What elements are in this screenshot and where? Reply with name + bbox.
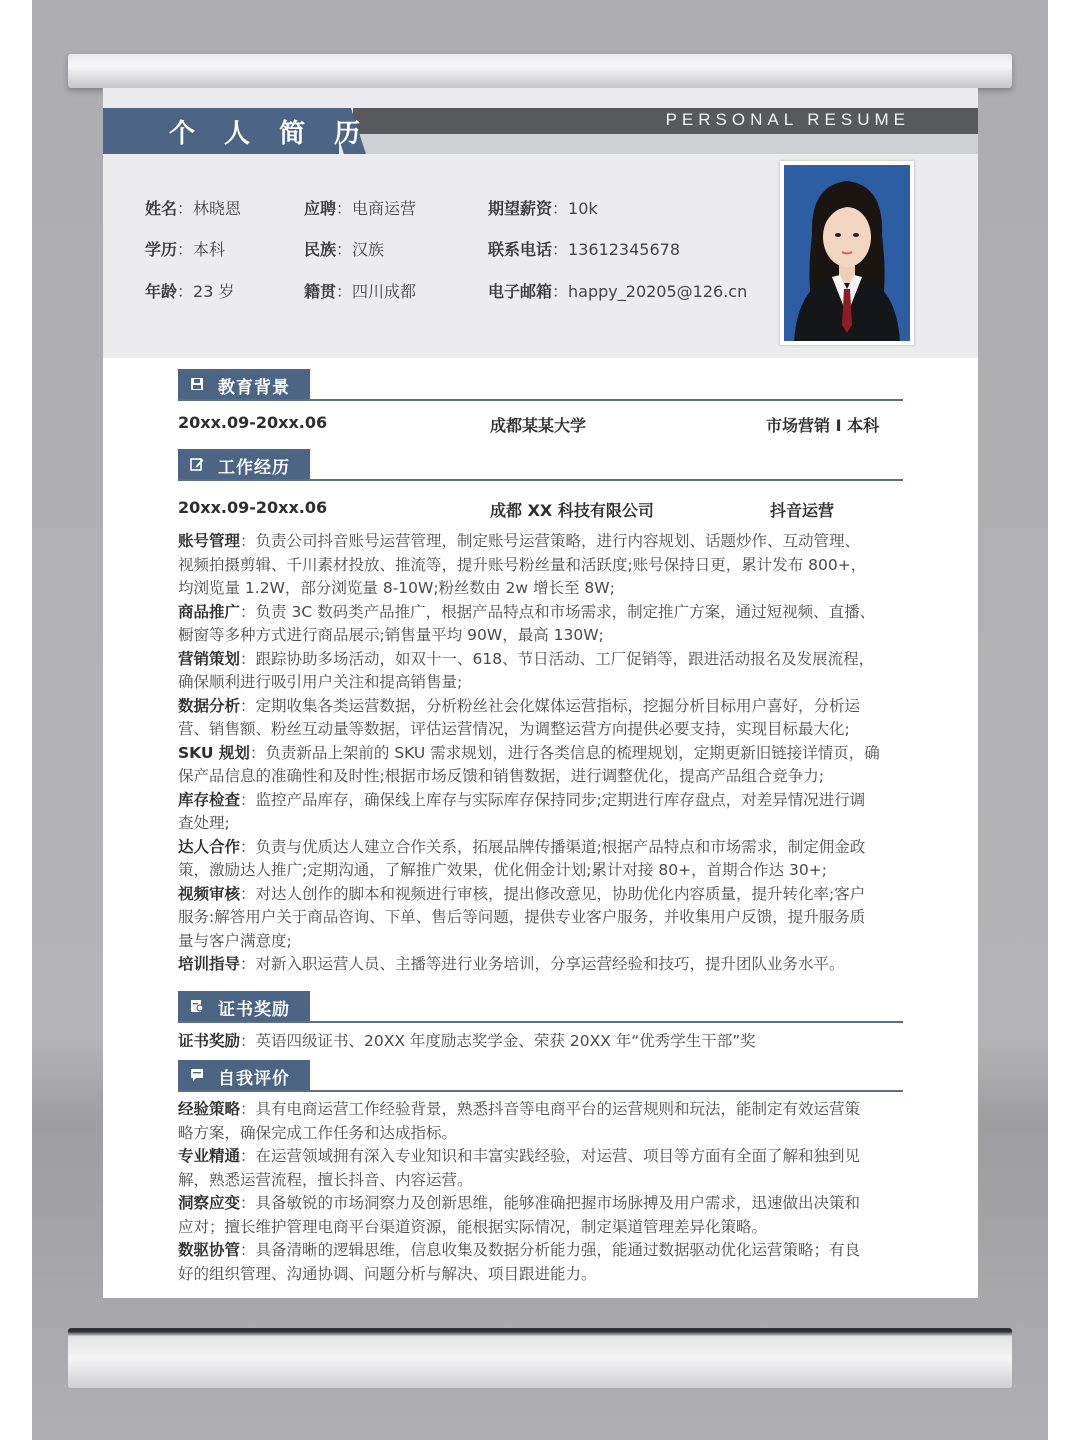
info-job: 应聘：电商运营 [304, 199, 417, 218]
scroll-rod-top [68, 54, 1012, 88]
duty-item: 账号管理：负责公司抖音账号运营管理，制定账号运营策略，进行内容规划、话题炒作、互动管理、 视频拍摄剪辑、千川素材投放、推流等，提升账号粉丝量和活跃度;账号保持日更，累计发布 800+， 均浏览量 1.2W，部分浏览量 8-10W;粉丝数由 2w 增长至 8W; [178, 532, 867, 597]
section-tag-education [178, 369, 310, 399]
duty-item: 视频审核：对达人创作的脚本和视频进行审核，提出修改意见，协助优化内容质量，提升转化率;客户 服务:解答用户关于商品咨询、下单、售后等问题，提供专业客户服务，并收集用户反馈，提升服务质 量与客户满意度; [178, 884, 866, 950]
info-ethnic: 民族：汉族 [304, 240, 385, 259]
page-title-en: PERSONAL RESUME [665, 110, 910, 129]
certificate-icon [190, 999, 204, 1013]
work-duties [178, 530, 906, 977]
info-age: 年龄：23 岁 [145, 282, 235, 301]
work-position: 抖音运营 [770, 501, 835, 520]
work-period: 20xx.09-20xx.06 [178, 498, 328, 517]
resume-page [103, 88, 978, 1298]
profile-photo [780, 161, 914, 345]
comment-icon [190, 1068, 204, 1082]
edit-icon [190, 457, 204, 471]
scroll-rod-bottom [68, 1328, 1012, 1388]
save-icon [190, 377, 204, 391]
self-item: 洞察应变：具备敏锐的市场洞察力及创新思维，能够准确把握市场脉搏及用户需求，迅速做出决策和 应对；擅长维护管理电商平台渠道资源，能根据实际情况，制定渠道管理差异化策略。 [178, 1194, 861, 1236]
edu-major: 市场营销 Ι 本科 [766, 416, 880, 435]
duty-item: 达人合作：负责与优质达人建立合作关系，拓展品牌传播渠道;根据产品特点和市场需求，制定佣金政 策，激励达人推广;定期沟通，了解推广效果，优化佣金计划;累计对接 80+，首期合作达 30+; [178, 837, 866, 879]
portrait-image [784, 165, 910, 341]
self-item: 经验策略：具有电商运营工作经验背景，熟悉抖音等电商平台的运营规则和玩法，能制定有效运营策 略方案，确保完成工作任务和达成指标。 [178, 1100, 861, 1142]
section-tag-work [178, 449, 310, 479]
info-origin: 籍贯：四川成都 [304, 282, 417, 301]
section-title-certs: 证书奖励 [218, 1000, 290, 1020]
info-email: 电子邮箱：happy_20205@126.cn [488, 282, 748, 301]
section-self [178, 1060, 903, 1092]
section-tag-certs [178, 991, 310, 1021]
info-salary: 期望薪资：10k [488, 199, 598, 218]
duty-item: 商品推广：负责 3C 数码类产品推广，根据产品特点和市场需求，制定推广方案，通过短视频、直播、 橱窗等多种方式进行商品展示;销售量平均 90W，最高 130W; [178, 602, 876, 644]
title-bar-shade [343, 134, 978, 154]
page-title: 个 人 简 历 [169, 119, 371, 149]
duty-item: 数据分析：定期收集各类运营数据，分析粉丝社会化媒体运营指标，挖掘分析目标用户喜好，分析运 营、销售额、粉丝互动量等数据，评估运营情况，为调整运营方向提供必要支持，实现目标最大化; [178, 696, 861, 738]
info-name: 姓名：林晓恩 [145, 199, 242, 218]
certs-text: 证书奖励：英语四级证书、20XX 年度励志奖学金、荣获 20XX 年“优秀学生干部”奖 [178, 1032, 756, 1050]
duty-item: 库存检查：监控产品库存，确保线上库存与实际库存保持同步;定期进行库存盘点，对差异情况进行调 查处理; [178, 790, 866, 832]
self-item: 专业精通：在运营领域拥有深入专业知识和丰富实践经验，对运营、项目等方面有全面了解和独到见 解，熟悉运营流程，擅长抖音、内容运营。 [178, 1147, 861, 1189]
section-education [178, 369, 903, 401]
section-title-self: 自我评价 [218, 1069, 290, 1089]
edu-period: 20xx.09-20xx.06 [178, 413, 328, 432]
info-education: 学历：本科 [145, 240, 226, 259]
section-title-work: 工作经历 [218, 458, 290, 478]
duty-item: SKU 规划：负责新品上架前的 SKU 需求规划，进行各类信息的梳理规划，定期更新旧链接详情页，确 保产品信息的准确性和及时性;根据市场反馈和销售数据，进行调整优化，提高产品组合竞争力; [178, 743, 880, 785]
self-item: 数驱协管：具备清晰的逻辑思维，信息收集及数据分析能力强，能通过数据驱动优化运营策略；有良 好的组织管理、沟通协调、问题分析与解决、项目跟进能力。 [178, 1241, 861, 1283]
section-certs [178, 991, 903, 1023]
self-evaluation [178, 1098, 906, 1286]
work-company: 成都 XX 科技有限公司 [490, 501, 654, 520]
section-title-education: 教育背景 [218, 378, 290, 398]
section-work [178, 449, 903, 481]
edu-school: 成都某某大学 [490, 416, 587, 435]
duty-item: 营销策划：跟踪协助多场活动，如双十一、618、节日活动、工厂促销等，跟进活动报名及发展流程， 确保顺利进行吸引用户关注和提高销售量; [178, 649, 875, 691]
info-phone: 联系电话：13612345678 [488, 240, 681, 259]
duty-item: 培训指导：对新入职运营人员、主播等进行业务培训，分享运营经验和技巧，提升团队业务水平。 [178, 955, 845, 973]
section-tag-self [178, 1060, 310, 1090]
